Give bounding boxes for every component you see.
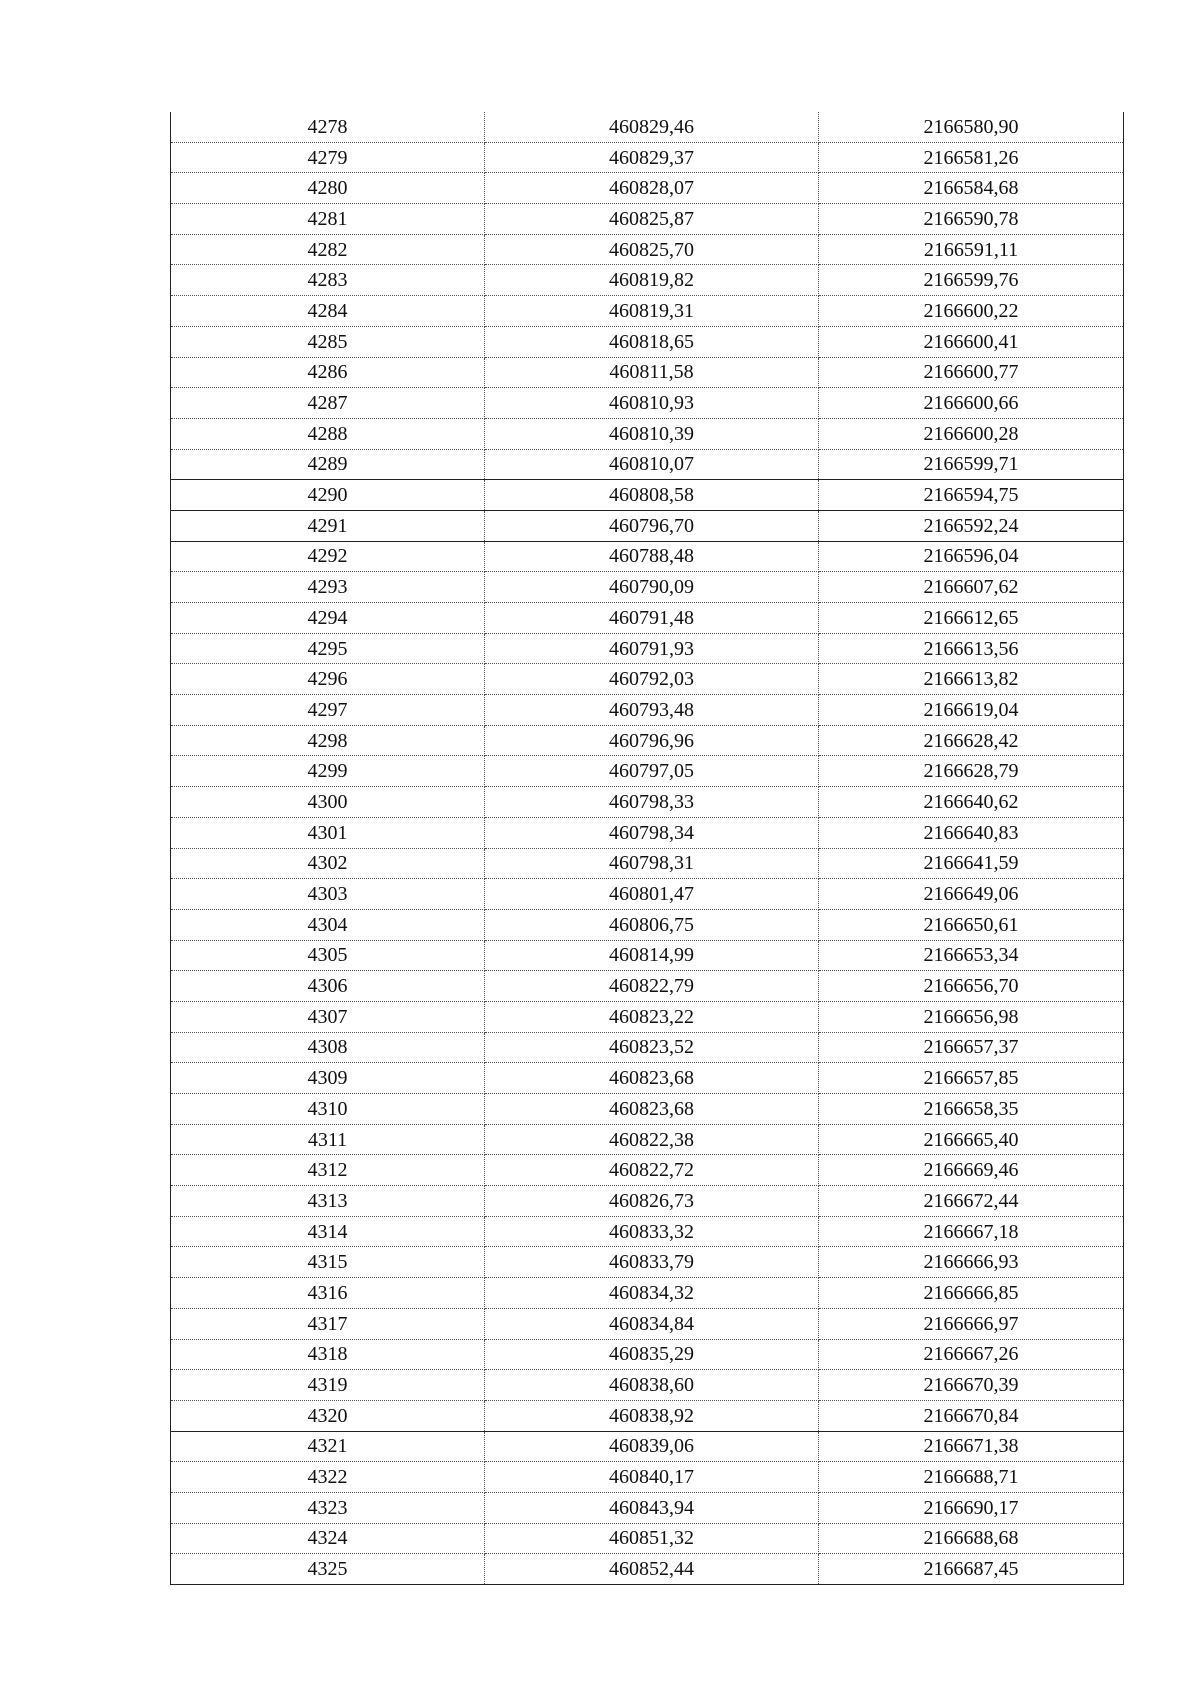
x-coordinate-cell: 460823,68 <box>485 1094 819 1125</box>
table-row <box>171 449 1124 480</box>
y-coordinate-cell: 2166628,79 <box>819 756 1124 787</box>
table-row <box>171 142 1124 173</box>
x-coordinate-cell: 460833,79 <box>485 1247 819 1278</box>
y-coordinate-cell: 2166640,83 <box>819 817 1124 848</box>
y-coordinate-cell: 2166671,38 <box>819 1431 1124 1462</box>
point-number-cell: 4305 <box>171 940 485 971</box>
table-row <box>171 480 1124 511</box>
point-number-cell: 4296 <box>171 664 485 695</box>
y-coordinate-cell: 2166649,06 <box>819 879 1124 910</box>
y-coordinate-cell: 2166650,61 <box>819 909 1124 940</box>
table-row <box>171 817 1124 848</box>
table-row <box>171 879 1124 910</box>
table-row <box>171 1462 1124 1493</box>
point-number-cell: 4295 <box>171 633 485 664</box>
y-coordinate-cell: 2166665,40 <box>819 1124 1124 1155</box>
y-coordinate-cell: 2166628,42 <box>819 725 1124 756</box>
y-coordinate-cell: 2166596,04 <box>819 541 1124 572</box>
table-row <box>171 603 1124 634</box>
y-coordinate-cell: 2166657,37 <box>819 1032 1124 1063</box>
table-row <box>171 1124 1124 1155</box>
y-coordinate-cell: 2166653,34 <box>819 940 1124 971</box>
y-coordinate-cell: 2166688,71 <box>819 1462 1124 1493</box>
table-row <box>171 1400 1124 1431</box>
x-coordinate-cell: 460839,06 <box>485 1431 819 1462</box>
y-coordinate-cell: 2166600,22 <box>819 296 1124 327</box>
point-number-cell: 4286 <box>171 357 485 388</box>
table-row <box>171 1001 1124 1032</box>
point-number-cell: 4302 <box>171 848 485 879</box>
y-coordinate-cell: 2166619,04 <box>819 695 1124 726</box>
table-row <box>171 1216 1124 1247</box>
x-coordinate-cell: 460806,75 <box>485 909 819 940</box>
y-coordinate-cell: 2166667,18 <box>819 1216 1124 1247</box>
x-coordinate-cell: 460833,32 <box>485 1216 819 1247</box>
x-coordinate-cell: 460828,07 <box>485 173 819 204</box>
x-coordinate-cell: 460791,48 <box>485 603 819 634</box>
point-number-cell: 4298 <box>171 725 485 756</box>
point-number-cell: 4318 <box>171 1339 485 1370</box>
y-coordinate-cell: 2166612,65 <box>819 603 1124 634</box>
point-number-cell: 4292 <box>171 541 485 572</box>
point-number-cell: 4289 <box>171 449 485 480</box>
table-row <box>171 296 1124 327</box>
table-row <box>171 541 1124 572</box>
table-row <box>171 204 1124 235</box>
x-coordinate-cell: 460823,52 <box>485 1032 819 1063</box>
point-number-cell: 4323 <box>171 1492 485 1523</box>
y-coordinate-cell: 2166641,59 <box>819 848 1124 879</box>
table-row <box>171 173 1124 204</box>
point-number-cell: 4309 <box>171 1063 485 1094</box>
x-coordinate-cell: 460822,38 <box>485 1124 819 1155</box>
point-number-cell: 4288 <box>171 418 485 449</box>
point-number-cell: 4285 <box>171 326 485 357</box>
y-coordinate-cell: 2166656,70 <box>819 971 1124 1002</box>
table-row <box>171 909 1124 940</box>
table-row <box>171 112 1124 142</box>
point-number-cell: 4321 <box>171 1431 485 1462</box>
y-coordinate-cell: 2166600,66 <box>819 388 1124 419</box>
x-coordinate-cell: 460822,72 <box>485 1155 819 1186</box>
point-number-cell: 4293 <box>171 572 485 603</box>
x-coordinate-cell: 460790,09 <box>485 572 819 603</box>
x-coordinate-cell: 460852,44 <box>485 1554 819 1585</box>
x-coordinate-cell: 460819,82 <box>485 265 819 296</box>
x-coordinate-cell: 460834,32 <box>485 1278 819 1309</box>
x-coordinate-cell: 460810,93 <box>485 388 819 419</box>
table-row <box>171 1308 1124 1339</box>
y-coordinate-cell: 2166613,56 <box>819 633 1124 664</box>
y-coordinate-cell: 2166600,28 <box>819 418 1124 449</box>
y-coordinate-cell: 2166666,85 <box>819 1278 1124 1309</box>
x-coordinate-cell: 460793,48 <box>485 695 819 726</box>
point-number-cell: 4319 <box>171 1370 485 1401</box>
table-row <box>171 1339 1124 1370</box>
point-number-cell: 4282 <box>171 234 485 265</box>
y-coordinate-cell: 2166672,44 <box>819 1186 1124 1217</box>
point-number-cell: 4314 <box>171 1216 485 1247</box>
x-coordinate-cell: 460825,87 <box>485 204 819 235</box>
x-coordinate-cell: 460823,68 <box>485 1063 819 1094</box>
y-coordinate-cell: 2166600,41 <box>819 326 1124 357</box>
x-coordinate-cell: 460808,58 <box>485 480 819 511</box>
y-coordinate-cell: 2166580,90 <box>819 112 1124 142</box>
point-number-cell: 4300 <box>171 787 485 818</box>
y-coordinate-cell: 2166599,76 <box>819 265 1124 296</box>
x-coordinate-cell: 460798,33 <box>485 787 819 818</box>
y-coordinate-cell: 2166657,85 <box>819 1063 1124 1094</box>
y-coordinate-cell: 2166687,45 <box>819 1554 1124 1585</box>
point-number-cell: 4294 <box>171 603 485 634</box>
x-coordinate-cell: 460792,03 <box>485 664 819 695</box>
x-coordinate-cell: 460838,60 <box>485 1370 819 1401</box>
point-number-cell: 4325 <box>171 1554 485 1585</box>
y-coordinate-cell: 2166584,68 <box>819 173 1124 204</box>
x-coordinate-cell: 460834,84 <box>485 1308 819 1339</box>
table-row <box>171 725 1124 756</box>
table-row <box>171 940 1124 971</box>
table-row <box>171 572 1124 603</box>
table-row <box>171 1032 1124 1063</box>
x-coordinate-cell: 460798,34 <box>485 817 819 848</box>
table-row <box>171 1492 1124 1523</box>
table-row <box>171 756 1124 787</box>
point-number-cell: 4307 <box>171 1001 485 1032</box>
table-row <box>171 1431 1124 1462</box>
x-coordinate-cell: 460835,29 <box>485 1339 819 1370</box>
x-coordinate-cell: 460796,96 <box>485 725 819 756</box>
point-number-cell: 4316 <box>171 1278 485 1309</box>
x-coordinate-cell: 460791,93 <box>485 633 819 664</box>
table-row <box>171 787 1124 818</box>
x-coordinate-cell: 460825,70 <box>485 234 819 265</box>
table-row <box>171 664 1124 695</box>
y-coordinate-cell: 2166581,26 <box>819 142 1124 173</box>
x-coordinate-cell: 460843,94 <box>485 1492 819 1523</box>
table-row <box>171 1370 1124 1401</box>
y-coordinate-cell: 2166666,97 <box>819 1308 1124 1339</box>
table-row <box>171 357 1124 388</box>
point-number-cell: 4303 <box>171 879 485 910</box>
y-coordinate-cell: 2166670,84 <box>819 1400 1124 1431</box>
x-coordinate-cell: 460838,92 <box>485 1400 819 1431</box>
y-coordinate-cell: 2166669,46 <box>819 1155 1124 1186</box>
point-number-cell: 4299 <box>171 756 485 787</box>
point-number-cell: 4297 <box>171 695 485 726</box>
table-row <box>171 388 1124 419</box>
y-coordinate-cell: 2166613,82 <box>819 664 1124 695</box>
x-coordinate-cell: 460819,31 <box>485 296 819 327</box>
point-number-cell: 4324 <box>171 1523 485 1554</box>
table-row <box>171 1063 1124 1094</box>
y-coordinate-cell: 2166658,35 <box>819 1094 1124 1125</box>
x-coordinate-cell: 460810,07 <box>485 449 819 480</box>
table-row <box>171 1278 1124 1309</box>
x-coordinate-cell: 460829,37 <box>485 142 819 173</box>
point-number-cell: 4283 <box>171 265 485 296</box>
y-coordinate-cell: 2166670,39 <box>819 1370 1124 1401</box>
y-coordinate-cell: 2166667,26 <box>819 1339 1124 1370</box>
y-coordinate-cell: 2166688,68 <box>819 1523 1124 1554</box>
x-coordinate-cell: 460829,46 <box>485 112 819 142</box>
table-row <box>171 1094 1124 1125</box>
x-coordinate-cell: 460840,17 <box>485 1462 819 1493</box>
coordinates-table-body <box>171 112 1124 1585</box>
point-number-cell: 4287 <box>171 388 485 419</box>
point-number-cell: 4315 <box>171 1247 485 1278</box>
x-coordinate-cell: 460822,79 <box>485 971 819 1002</box>
y-coordinate-cell: 2166599,71 <box>819 449 1124 480</box>
y-coordinate-cell: 2166690,17 <box>819 1492 1124 1523</box>
y-coordinate-cell: 2166656,98 <box>819 1001 1124 1032</box>
point-number-cell: 4304 <box>171 909 485 940</box>
y-coordinate-cell: 2166592,24 <box>819 510 1124 541</box>
y-coordinate-cell: 2166590,78 <box>819 204 1124 235</box>
point-number-cell: 4301 <box>171 817 485 848</box>
point-number-cell: 4284 <box>171 296 485 327</box>
point-number-cell: 4312 <box>171 1155 485 1186</box>
point-number-cell: 4310 <box>171 1094 485 1125</box>
table-row <box>171 265 1124 296</box>
table-row <box>171 971 1124 1002</box>
x-coordinate-cell: 460818,65 <box>485 326 819 357</box>
y-coordinate-cell: 2166591,11 <box>819 234 1124 265</box>
point-number-cell: 4279 <box>171 142 485 173</box>
table-row <box>171 510 1124 541</box>
table-row <box>171 1247 1124 1278</box>
x-coordinate-cell: 460826,73 <box>485 1186 819 1217</box>
y-coordinate-cell: 2166600,77 <box>819 357 1124 388</box>
x-coordinate-cell: 460823,22 <box>485 1001 819 1032</box>
x-coordinate-cell: 460814,99 <box>485 940 819 971</box>
coordinates-table <box>170 112 1124 1585</box>
x-coordinate-cell: 460811,58 <box>485 357 819 388</box>
table-row <box>171 326 1124 357</box>
table-row <box>171 695 1124 726</box>
table-row <box>171 234 1124 265</box>
x-coordinate-cell: 460851,32 <box>485 1523 819 1554</box>
point-number-cell: 4290 <box>171 480 485 511</box>
x-coordinate-cell: 460797,05 <box>485 756 819 787</box>
y-coordinate-cell: 2166640,62 <box>819 787 1124 818</box>
table-row <box>171 418 1124 449</box>
table-row <box>171 1554 1124 1585</box>
point-number-cell: 4291 <box>171 510 485 541</box>
point-number-cell: 4280 <box>171 173 485 204</box>
point-number-cell: 4317 <box>171 1308 485 1339</box>
table-row <box>171 633 1124 664</box>
x-coordinate-cell: 460810,39 <box>485 418 819 449</box>
x-coordinate-cell: 460798,31 <box>485 848 819 879</box>
point-number-cell: 4281 <box>171 204 485 235</box>
x-coordinate-cell: 460796,70 <box>485 510 819 541</box>
point-number-cell: 4311 <box>171 1124 485 1155</box>
y-coordinate-cell: 2166666,93 <box>819 1247 1124 1278</box>
x-coordinate-cell: 460788,48 <box>485 541 819 572</box>
point-number-cell: 4278 <box>171 112 485 142</box>
y-coordinate-cell: 2166607,62 <box>819 572 1124 603</box>
point-number-cell: 4308 <box>171 1032 485 1063</box>
y-coordinate-cell: 2166594,75 <box>819 480 1124 511</box>
table-row <box>171 1155 1124 1186</box>
point-number-cell: 4322 <box>171 1462 485 1493</box>
point-number-cell: 4320 <box>171 1400 485 1431</box>
table-row <box>171 848 1124 879</box>
table-row <box>171 1523 1124 1554</box>
table-row <box>171 1186 1124 1217</box>
x-coordinate-cell: 460801,47 <box>485 879 819 910</box>
point-number-cell: 4306 <box>171 971 485 1002</box>
point-number-cell: 4313 <box>171 1186 485 1217</box>
